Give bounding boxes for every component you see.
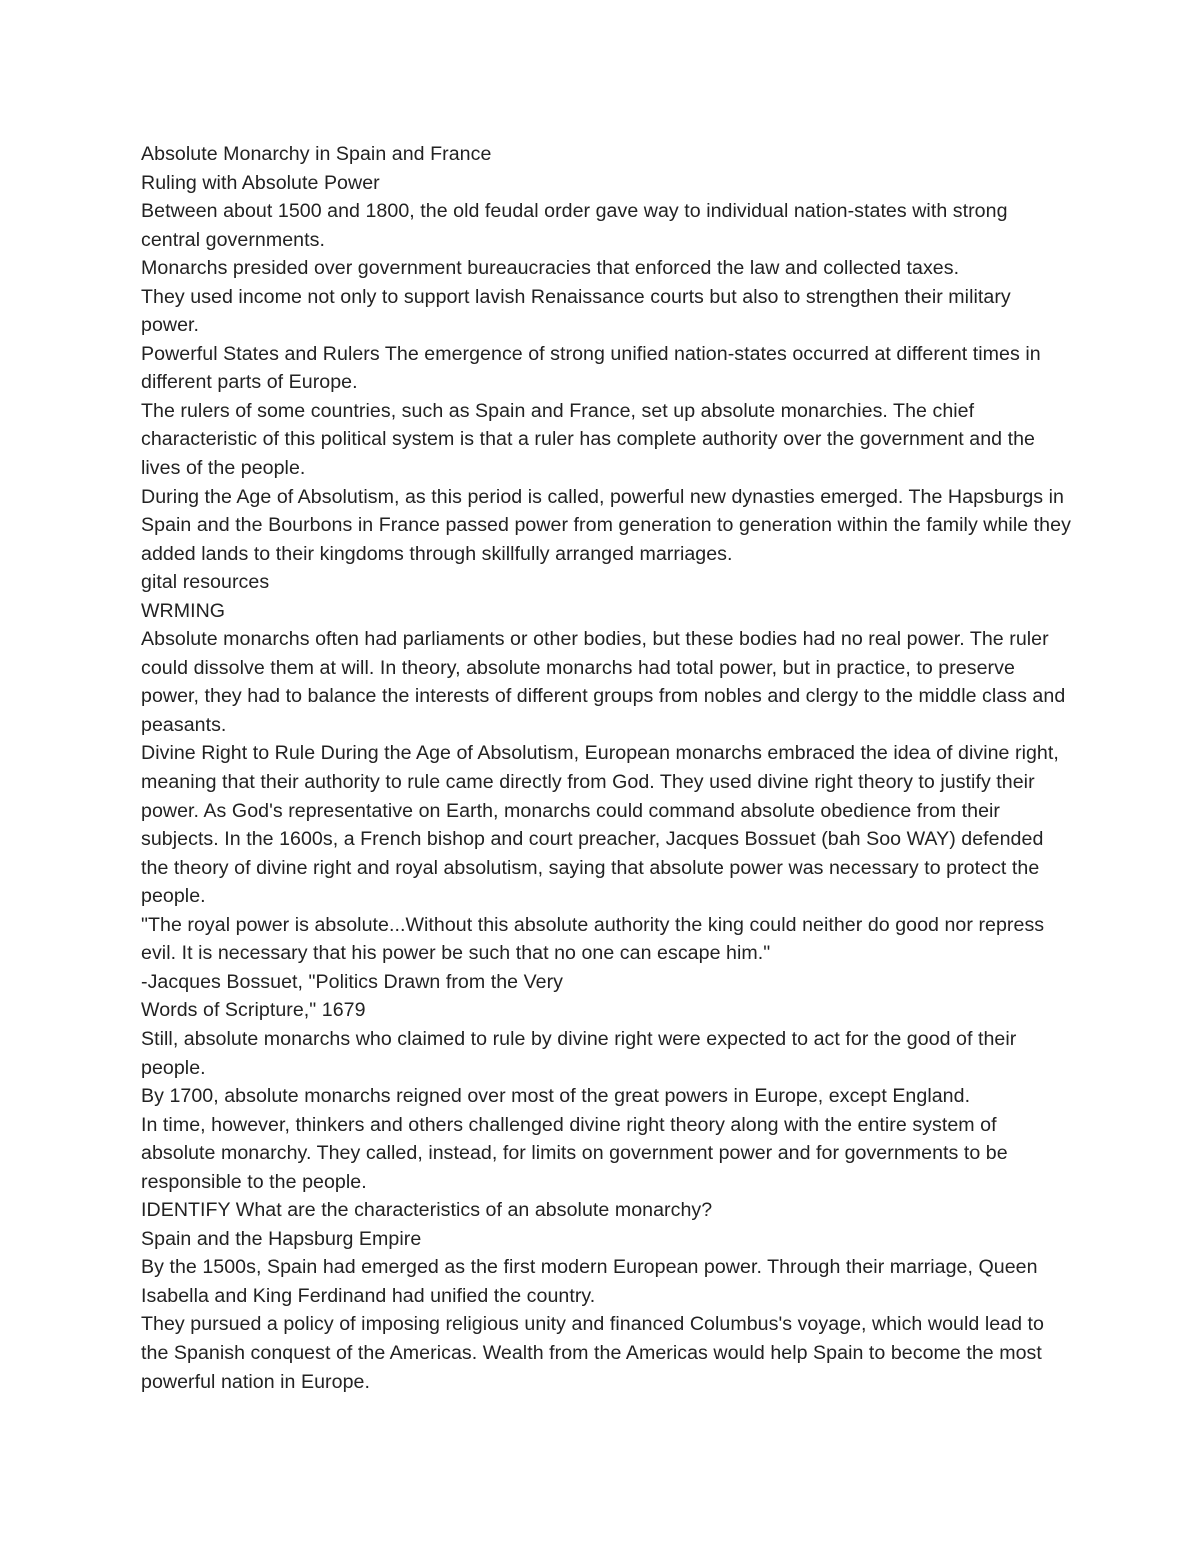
section-heading: Ruling with Absolute Power	[141, 171, 380, 194]
paragraph: During the Age of Absolutism, as this period is called, powerful new dynasties emerged. The Hapsburgs in Spain and the Bourbons in France passed power from generation to generation within the family while they added lands to their kingdoms through skillfully arranged marriages.	[141, 485, 1071, 565]
paragraph: In time, however, thinkers and others challenged divine right theory along with the entire system of absolute monarchy. They called, instead, for limits on government power and for governments to be responsible to the people.	[141, 1113, 1008, 1193]
paragraph: By the 1500s, Spain had emerged as the first modern European power. Through their marriage, Queen Isabella and King Ferdinand had unified the country.	[141, 1256, 1038, 1307]
paragraph: WRMING	[141, 599, 226, 622]
paragraph: The rulers of some countries, such as Spain and France, set up absolute monarchies. The chief characteristic of this political system is that a ruler has complete authority over the government and the lives of the people.	[141, 399, 1035, 480]
paragraph: They used income not only to support lavish Renaissance courts but also to strengthen their military power.	[141, 285, 1011, 337]
question: IDENTIFY What are the characteristics of an absolute monarchy?	[141, 1199, 713, 1222]
document-body	[141, 140, 1071, 1396]
paragraph: Divine Right to Rule During the Age of Absolutism, European monarchs embraced the idea of divine right, meaning that their authority to rule came directly from God. They used divine right theory to justify their power. As God's representative on Earth, monarchs could command absolute obedience from their subjects. In the 1600s, a French bishop and court preacher, Jacques Bossuet (bah Soo WAY) defended the theory of divine right and royal absolutism, saying that absolute power was necessary to protect the people.	[141, 742, 1059, 908]
paragraph: They pursued a policy of imposing religious unity and financed Columbus's voyage, which would lead to the Spanish conquest of the Americas. Wealth from the Americas would help Spain to become the most powerful nation in Europe.	[141, 1313, 1044, 1393]
quote-attribution: -Jacques Bossuet, "Politics Drawn from the Very	[141, 970, 564, 993]
paragraph: gital resources	[141, 571, 270, 594]
paragraph: Between about 1500 and 1800, the old feudal order gave way to individual nation-states with strong central governments.	[141, 200, 1008, 251]
section-heading: Spain and the Hapsburg Empire	[141, 1227, 422, 1250]
paragraph: Monarchs presided over government bureaucracies that enforced the law and collected taxes.	[141, 257, 960, 280]
document-title: Absolute Monarchy in Spain and France	[141, 143, 492, 165]
paragraph: Absolute monarchs often had parliaments or other bodies, but these bodies had no real power. The ruler could dissolve them at will. In theory, absolute monarchs had total power, but in practice, to preserve power, they had to balance the interests of different groups from nobles and clergy to the middle class and peasants.	[141, 628, 1066, 736]
quote-attribution: Words of Scripture," 1679	[141, 999, 366, 1022]
paragraph: By 1700, absolute monarchs reigned over most of the great powers in Europe, except England.	[141, 1085, 971, 1108]
quote: "The royal power is absolute...Without this absolute authority the king could neither do good nor repress evil. It is necessary that his power be such that no one can escape him."	[141, 913, 1045, 965]
paragraph: Still, absolute monarchs who claimed to rule by divine right were expected to act for the good of their people.	[141, 1027, 1017, 1079]
paragraph: Powerful States and Rulers The emergence of strong unified nation-states occurred at different times in different parts of Europe.	[141, 342, 1041, 394]
